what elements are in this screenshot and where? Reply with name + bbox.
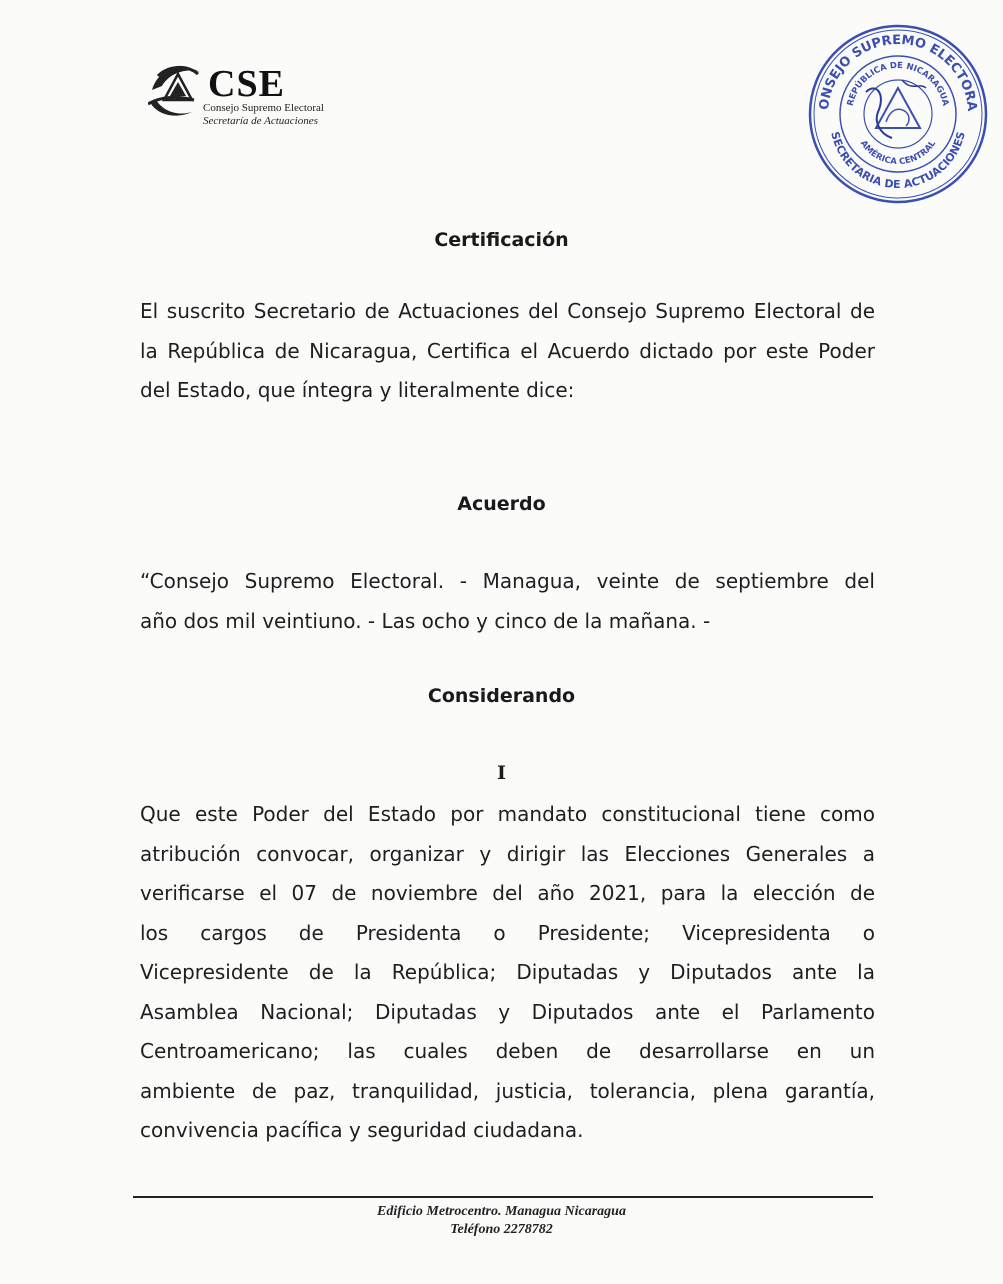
text-line: Asamblea Nacional; Diputadas y Diputados ante el Parlamento bbox=[140, 999, 875, 1024]
text-line: del Estado, que íntegra y literalmente dice: bbox=[140, 378, 575, 402]
seal-inner-text: REPÚBLICA DE NICARAGUA bbox=[845, 60, 951, 107]
heading-acuerdo: Acuerdo bbox=[457, 493, 546, 515]
cse-emblem-icon bbox=[148, 60, 208, 126]
official-seal bbox=[806, 22, 990, 206]
svg-text:AMÉRICA CENTRAL bbox=[858, 138, 939, 167]
considerando-paragraph bbox=[140, 795, 875, 1151]
logo-wordmark: CSE bbox=[208, 63, 285, 105]
text-line: verificarse el 07 de noviembre del año 2021, para la elección de bbox=[140, 881, 875, 905]
svg-text:REPÚBLICA DE NICARAGUA bbox=[846, 61, 951, 107]
text-line: la República de Nicaragua, Certifica el Acuerdo dictado por este Poder bbox=[140, 338, 875, 363]
text-line: El suscrito Secretario de Actuaciones del Consejo Supremo Electoral de bbox=[140, 299, 875, 323]
acuerdo-paragraph bbox=[140, 562, 875, 641]
text-line: ambiente de paz, tranquilidad, justicia, tolerancia, plena garantía, bbox=[140, 1078, 875, 1103]
text-line: los cargos de Presidenta o Presidente; Vicepresidenta o bbox=[140, 920, 875, 945]
section-numeral: I bbox=[497, 762, 506, 784]
heading-considerando: Considerando bbox=[427, 685, 576, 707]
heading-certificacion: Certificación bbox=[434, 229, 569, 251]
text-line: convivencia pacífica y seguridad ciudadana. bbox=[140, 1118, 584, 1142]
seal-inner-bottom-text: AMÉRICA CENTRAL bbox=[857, 138, 939, 168]
text-line: atribución convocar, organizar y dirigir las Elecciones Generales a bbox=[140, 841, 875, 866]
intro-paragraph bbox=[140, 292, 875, 411]
text-line: Vicepresidente de la República; Diputadas y Diputados ante la bbox=[140, 960, 875, 984]
seal-outer-bottom-text: SECRETARIA DE ACTUACIONES bbox=[828, 130, 968, 192]
footer-divider bbox=[133, 1196, 873, 1198]
logo-subtitle: Consejo Supremo Electoral bbox=[203, 102, 324, 114]
logo-subtitle-office: Secretaría de Actuaciones bbox=[203, 115, 318, 127]
text-line: Que este Poder del Estado por mandato constitucional tiene como bbox=[140, 802, 875, 826]
footer-address: Edificio Metrocentro. Managua Nicaragua bbox=[377, 1204, 626, 1219]
text-line: año dos mil veintiuno. - Las ocho y cinco de la mañana. - bbox=[140, 608, 711, 633]
cse-logo bbox=[148, 60, 338, 130]
text-line: “Consejo Supremo Electoral. - Managua, veinte de septiembre del bbox=[140, 569, 875, 593]
seal-triangle-icon bbox=[876, 88, 920, 128]
footer-phone: Teléfono 2278782 bbox=[450, 1222, 553, 1237]
text-line: Centroamericano; las cuales deben de desarrollarse en un bbox=[140, 1039, 875, 1063]
seal-outer-text: ONSEJO SUPREMO ELECTORA bbox=[816, 32, 980, 112]
